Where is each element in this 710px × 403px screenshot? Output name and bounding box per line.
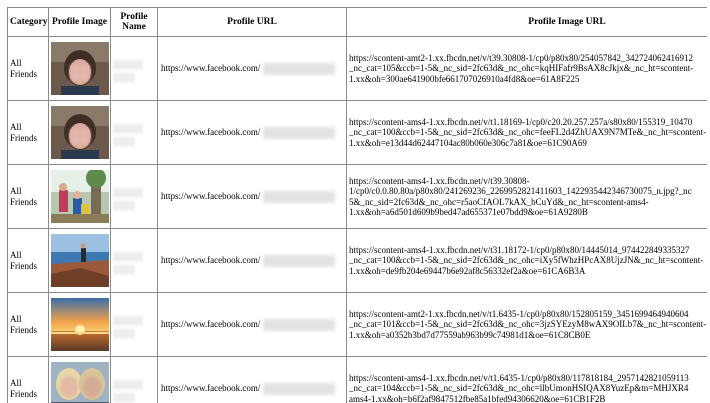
image-url-line: _nc_cat=105&ccb=1-5&_nc_sid=2fc63d&_nc_ohc=kqHIFafr9BsAX8cJkjx&_nc_ht=scontent-: [349, 63, 694, 74]
image-url-line: ams4-1.xx&oh=b6f2af9847512fbe85a1bfed94306620&oe=61CB1F2B: [349, 393, 606, 403]
profile-image-cell: [49, 101, 111, 165]
profile-url-cell[interactable]: [158, 229, 347, 293]
image-url-line: _nc_cat=100&ccb=1-5&_nc_sid=2fc63d&_nc_ohc=iXy5fWhzHPcAX8UjzJN&_nc_ht=scontent-: [349, 255, 704, 266]
redacted-url-segment: [263, 319, 335, 331]
profile-image-thumbnail: [51, 106, 109, 159]
header-profile-image-url: Profile Image URL: [347, 8, 708, 37]
redacted-name: [113, 393, 135, 402]
image-url-line: https://scontent-amt2-1.xx.fbcdn.net/v/t39.30808-1/cp0/p80x80/254057842_342724062416912: [349, 52, 693, 63]
header-category: Category: [8, 8, 49, 37]
profile-image-cell: [49, 165, 111, 229]
profile-url-link[interactable]: https://www.facebook.com/: [161, 126, 261, 137]
profile-url-cell[interactable]: [158, 37, 347, 101]
image-url-line: 1.xx&oh=a6d501d609b9bed47ad655371e07bdd9&oe=61A9280B: [349, 207, 588, 217]
header-profile-name: Profile Name: [111, 8, 158, 37]
category-cell: All Friends: [8, 37, 49, 101]
profile-name-cell: [111, 229, 158, 293]
category-cell: All Friends: [8, 165, 49, 229]
profile-image-url-cell[interactable]: [347, 165, 708, 229]
redacted-name: [113, 188, 143, 197]
image-url-line: https://scontent-ams4-1.xx.fbcdn.net/v/t39.30808-: [349, 175, 530, 186]
redacted-name: [113, 252, 143, 261]
profile-image-url-cell[interactable]: [347, 293, 708, 357]
image-url-line: 1/cp0/c0.0.80.80a/p80x80/241269236_2269952821411603_1422935442346730075_n.jpg?_nc: [349, 186, 692, 196]
redacted-url-segment: [263, 255, 335, 267]
profile-image-url-cell[interactable]: [347, 357, 708, 403]
friends-table: [7, 7, 707, 403]
table-row: [8, 37, 708, 101]
redacted-url-segment: [263, 191, 335, 203]
image-url-line: _nc_cat=101&ccb=1-5&_nc_sid=2fc63d&_nc_ohc=3jzSYEzyM8wAX9OILb7&_nc_ht=scontent-: [349, 319, 707, 330]
profile-url-cell[interactable]: [158, 293, 347, 357]
image-url-line: 1.xx&oh=e13d44d62447104ac80b060e306c7a81&oe=61C90A69: [349, 137, 587, 148]
category-cell: All Friends: [8, 229, 49, 293]
image-url-line: https://scontent-ams4-1.xx.fbcdn.net/v/t31.18172-1/cp0/p80x80/14445014_974422849335327: [349, 244, 690, 255]
image-url-line: https://scontent-amt2-1.xx.fbcdn.net/v/t1.6435-1/cp0/p80x80/152805159_3451699464940604: [349, 308, 689, 319]
image-url-line: _nc_cat=100&ccb=1-5&_nc_sid=2fc63d&_nc_ohc=feeFL2d4ZhUAX9N7MTe&_nc_ht=scontent-: [349, 127, 707, 138]
redacted-name: [113, 316, 143, 325]
image-url-line: _nc_cat=104&ccb=1-5&_nc_sid=2fc63d&_nc_ohc=llbUmonHSIQAX8YuzEp&tn=MHJXR4: [349, 383, 689, 394]
profile-name-cell: [111, 357, 158, 403]
profile-name-cell: [111, 37, 158, 101]
profile-image-cell: [49, 357, 111, 403]
profile-image-thumbnail: [51, 42, 109, 95]
table-header-row: [8, 8, 708, 37]
redacted-name: [113, 380, 143, 389]
redacted-name: [113, 73, 135, 82]
profile-name-cell: [111, 165, 158, 229]
redacted-name: [113, 329, 135, 338]
image-url-line: 1.xx&oh=de9fb204e69447b6e92af8c56332ef2a&oe=61CA6B3A: [349, 265, 586, 276]
table-row: [8, 293, 708, 357]
image-url-line: 1.xx&oh=300ae641900bfe661707026910a4fd8&oe=61A8F225: [349, 73, 580, 84]
category-cell: All Friends: [8, 101, 49, 165]
profile-url-link[interactable]: https://www.facebook.com/: [161, 190, 261, 201]
category-cell: All Friends: [8, 293, 49, 357]
redacted-url-segment: [263, 63, 335, 75]
table-row: [8, 165, 708, 229]
profile-image-url-cell[interactable]: [347, 101, 708, 165]
profile-url-cell[interactable]: [158, 165, 347, 229]
redacted-url-segment: [263, 383, 335, 395]
category-cell: All Friends: [8, 357, 49, 403]
redacted-name: [113, 265, 135, 274]
profile-image-cell: [49, 37, 111, 101]
profile-url-cell[interactable]: [158, 357, 347, 403]
profile-image-cell: [49, 293, 111, 357]
redacted-url-segment: [263, 127, 335, 139]
results-table-frame: [7, 7, 707, 403]
redacted-name: [113, 60, 143, 69]
profile-name-cell: [111, 101, 158, 165]
header-profile-image: Profile Image: [49, 8, 111, 37]
image-url-line: 1.xx&oh=a0352b3bd7d77559ab963b99c74981d1&oe=61C8CB0E: [349, 329, 591, 340]
profile-image-url-cell[interactable]: [347, 229, 708, 293]
redacted-name: [113, 124, 143, 133]
profile-url-link[interactable]: https://www.facebook.com/: [161, 62, 261, 73]
profile-url-link[interactable]: https://www.facebook.com/: [161, 254, 261, 265]
profile-url-link[interactable]: https://www.facebook.com/: [161, 318, 261, 329]
profile-image-thumbnail: [51, 170, 109, 223]
table-row: [8, 229, 708, 293]
table-row: [8, 101, 708, 165]
redacted-name: [113, 201, 135, 210]
profile-image-thumbnail: [51, 298, 109, 351]
profile-image-thumbnail: [51, 234, 109, 287]
image-url-line: https://scontent-ams4-1.xx.fbcdn.net/v/t1.18169-1/cp0/c20.20.257.257a/s80x80/155319_10470: [349, 116, 693, 127]
profile-name-cell: [111, 293, 158, 357]
image-url-line: https://scontent-ams4-1.xx.fbcdn.net/v/t1.6435-1/cp0/p80x80/117818184_2957142821059113: [349, 372, 689, 383]
profile-image-url-cell[interactable]: [347, 37, 708, 101]
profile-image-cell: [49, 229, 111, 293]
profile-image-thumbnail: [51, 362, 109, 403]
image-url-line: 5&_nc_sid=2fc63d&_nc_ohc=r5aoCfAOL7kAX_bCuYd&_nc_ht=scontent-ams4-: [349, 196, 649, 207]
profile-url-link[interactable]: https://www.facebook.com/: [161, 382, 261, 393]
profile-url-cell[interactable]: [158, 101, 347, 165]
redacted-name: [113, 137, 135, 146]
table-row: [8, 357, 708, 403]
header-profile-url: Profile URL: [158, 8, 347, 37]
